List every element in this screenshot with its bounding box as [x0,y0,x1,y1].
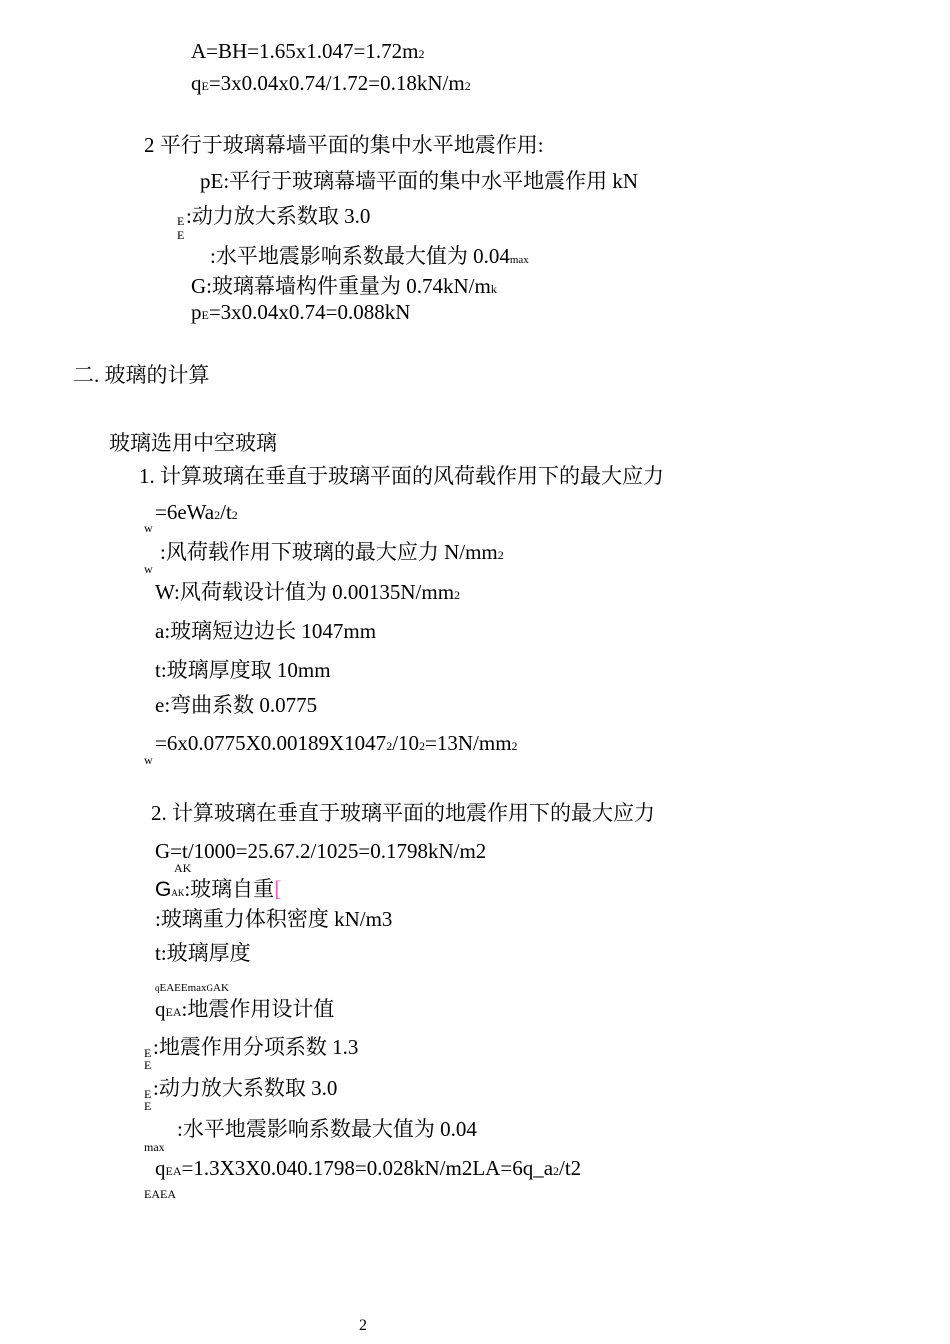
qea-definition: qEA:地震作用设计值 [155,997,335,1021]
ak-label: AK [174,861,192,875]
beta-label-2: E [177,228,185,242]
short-edge-definition: a:玻璃短边边长 1047mm [155,619,377,643]
gamma-e-label: E [144,1046,152,1060]
beta-label: E [177,214,185,228]
glass-intro: 玻璃选用中空玻璃 [109,431,277,455]
qe-formula: qE=3x0.04x0.74/1.72=0.18kN/m2 [191,71,471,95]
item2-title-seismic: 2. 计算玻璃在垂直于玻璃平面的地震作用下的最大应力 [151,801,655,825]
bracket-mark: [ [274,876,282,901]
beta-e-label: E [144,1087,152,1101]
eaea-label: EAEA [144,1187,176,1201]
gak-definition: GAK:玻璃自重[ [155,876,282,901]
w-label-3: w [144,753,153,767]
page-number: 2 [359,1317,367,1334]
w-label-1: w [144,521,153,535]
thickness-definition-2: t:玻璃厚度 [155,941,251,965]
gamma-e-label-2: E [144,1058,152,1072]
beta-e-definition: :动力放大系数取 3.0 [153,1076,338,1100]
pe-calc: pE=3x0.04x0.74=0.088kN [191,300,411,324]
g-definition: G:玻璃幕墙构件重量为 0.74kN/mk [191,274,497,298]
stress-calc: =6x0.0775X0.00189X10472/102=13N/mm2 [155,731,518,755]
alpha-definition: :水平地震影响系数最大值为 0.04max [210,244,529,268]
qea-calc: qEA=1.3X3X0.040.1798=0.028kN/m2LA=6q_a2/t2 [155,1156,582,1180]
area-formula: A=BH=1.65x1.047=1.72m2 [191,39,425,63]
wind-load-definition: W:风荷载设计值为 0.00135N/mm2 [155,580,461,604]
gamma-e-definition: :地震作用分项系数 1.3 [153,1035,359,1059]
bending-coefficient: e:弯曲系数 0.0775 [155,693,318,717]
gamma-definition: :玻璃重力体积密度 kN/m3 [155,907,393,931]
section-heading: 二. 玻璃的计算 [73,363,210,387]
stress-formula: =6eWa2/t2 [155,500,238,524]
formula-fragment: qEAEEmaxGAK [155,982,229,994]
sigma-definition: :风荷载作用下玻璃的最大应力 N/mm2 [160,540,504,564]
alpha-max-definition: :水平地震影响系数最大值为 0.04 [177,1117,477,1141]
gak-calc: G=t/1000=25.67.2/1025=0.1798kN/m2 [155,839,487,863]
w-label-2: w [144,562,153,576]
thickness-definition: t:玻璃厚度取 10mm [155,658,331,682]
item2-title: 2 平行于玻璃幕墙平面的集中水平地震作用: [144,133,544,157]
item1-title: 1. 计算玻璃在垂直于玻璃平面的风荷载作用下的最大应力 [139,464,664,488]
beta-definition: :动力放大系数取 3.0 [186,204,371,228]
max-label: max [144,1140,165,1154]
beta-e-label-2: E [144,1099,152,1113]
pe-definition: pE:平行于玻璃幕墙平面的集中水平地震作用 kN [200,169,639,193]
